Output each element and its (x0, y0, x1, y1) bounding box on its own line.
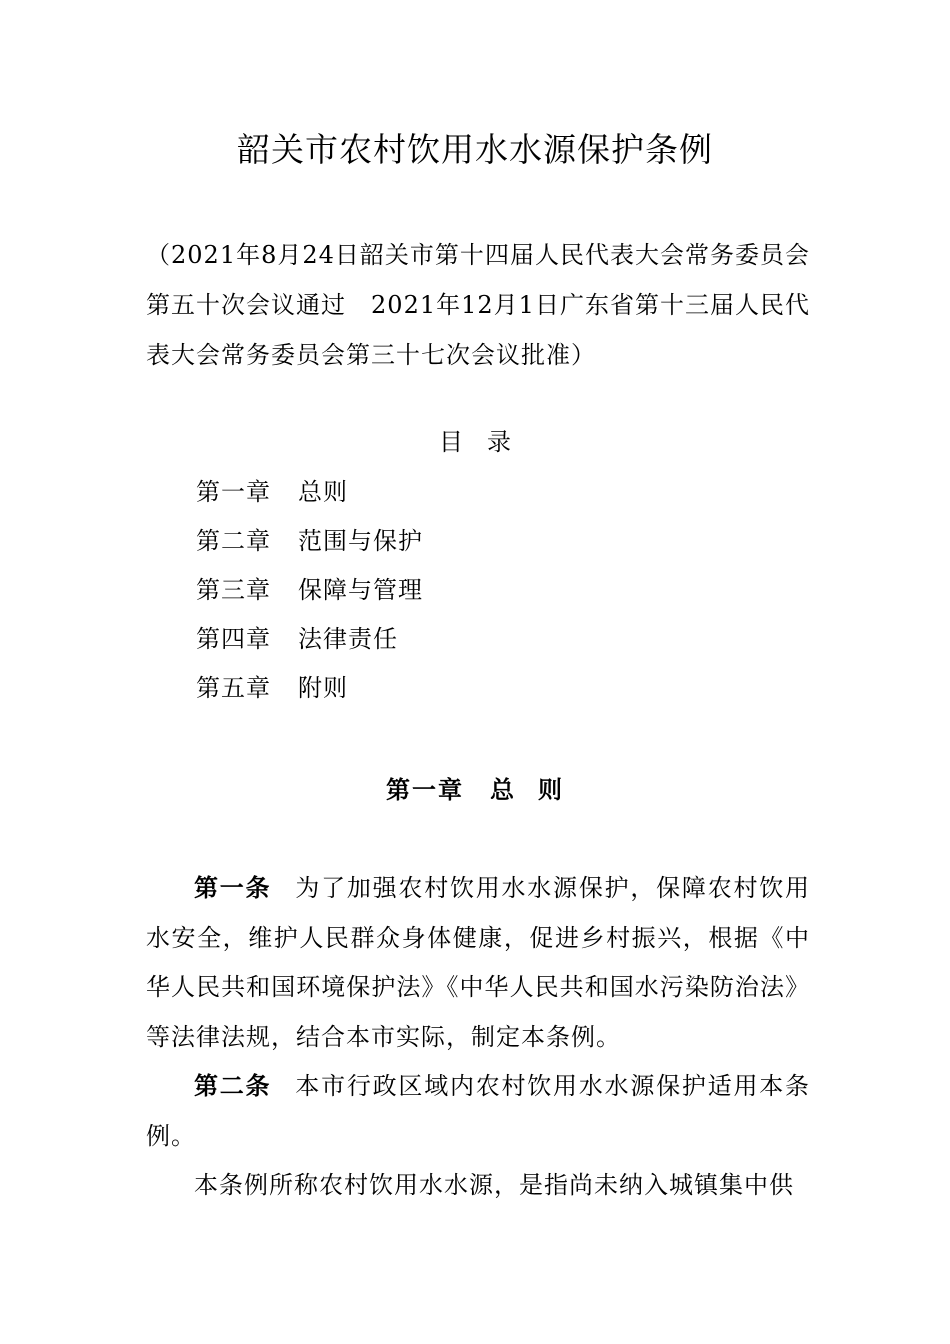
chapter-heading (0, 770, 950, 810)
article-paragraph (146, 864, 810, 1062)
toc-item (196, 615, 796, 664)
chapter-body (146, 864, 810, 1211)
article-number: 第二条 (194, 1072, 272, 1100)
toc-item (196, 468, 796, 517)
article-text: 本市行政区域内农村饮用水水源保护适用本条例。 (146, 1072, 811, 1150)
article-text: 为了加强农村饮用水水源保护，保障农村饮用水安全，维护人民群众身体健康，促进乡村振兴，根据《中华人民共和国环境保护法》《中华人民共和国水污染防治法》等法律法规，结合本市实际，制定本条例。 (146, 874, 811, 1051)
toc-chapter-number: 第五章 (196, 674, 271, 702)
toc-heading: 目录 (439, 428, 535, 456)
toc-item (196, 566, 796, 615)
toc-chapter-number: 第三章 (196, 576, 271, 604)
article-paragraph (146, 1062, 810, 1161)
toc-chapter-title: 法律责任 (298, 625, 398, 653)
toc-chapter-number: 第二章 (196, 527, 271, 555)
chapter-number: 第一章 (386, 776, 464, 804)
chapter-title-part: 则 (538, 776, 564, 804)
chapter-title-part: 总 (490, 776, 516, 804)
toc-chapter-number: 第四章 (196, 625, 271, 653)
table-of-contents (196, 468, 796, 713)
toc-chapter-title: 总则 (298, 478, 348, 506)
toc-item (196, 517, 796, 566)
toc-chapter-title: 范围与保护 (298, 527, 423, 555)
toc-chapter-title: 附则 (298, 674, 348, 702)
approval-note: （2021年8月24日韶关市第十四届人民代表大会常务委员会第五十次会议通过 2021年12月1日广东省第十三届人民代表大会常务委员会第三十七次会议批准） (146, 241, 810, 369)
toc-chapter-title: 保障与管理 (298, 576, 423, 604)
toc-item (196, 664, 796, 713)
paragraph: 本条例所称农村饮用水水源，是指尚未纳入城镇集中供 (194, 1171, 794, 1199)
article-number: 第一条 (194, 874, 272, 902)
document-title: 韶关市农村饮用水水源保护条例 (237, 130, 713, 169)
toc-chapter-number: 第一章 (196, 478, 271, 506)
